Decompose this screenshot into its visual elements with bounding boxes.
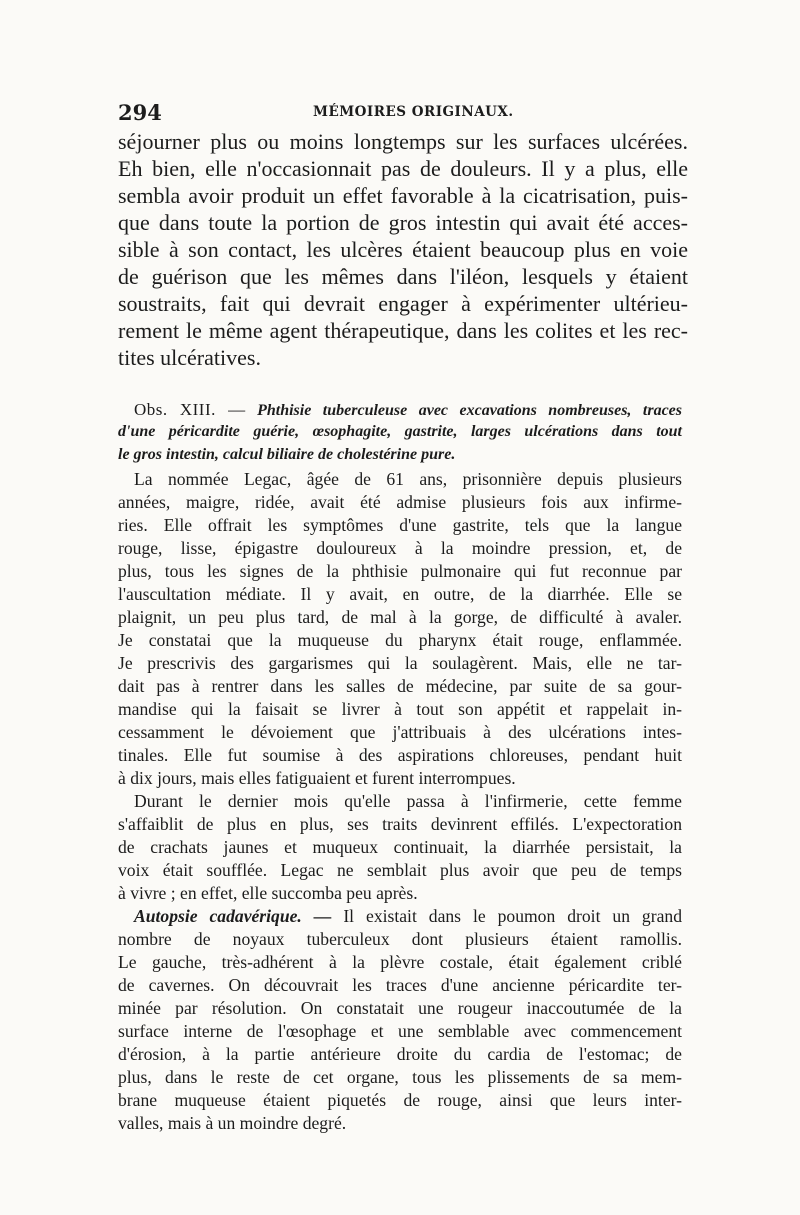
autopsy-line: d'érosion, à la partie antérieure droite du cardia de l'estomac; de <box>118 1044 682 1064</box>
autopsy-line: brane muqueuse étaient piquetés de rouge, ainsi que leurs inter- <box>118 1090 682 1110</box>
intro-line: tites ulcératives. <box>118 345 261 370</box>
observation-title-line: d'une péricardite guérie, œsophagite, gastrite, larges ulcérations dans tout <box>118 423 682 440</box>
case-line: Durant le dernier mois qu'elle passa à l'infirmerie, cette femme <box>134 791 682 811</box>
case-line: dait pas à rentrer dans les salles de médecine, par suite de sa gour- <box>118 676 682 696</box>
case-line: La nommée Legac, âgée de 61 ans, prisonnière depuis plusieurs <box>134 469 682 489</box>
intro-line: séjourner plus ou moins longtemps sur les surfaces ulcérées. <box>118 129 688 154</box>
autopsy-line: Le gauche, très-adhérent à la plèvre costale, était également criblé <box>118 952 682 972</box>
observation-title-text: Phthisie tuberculeuse avec excavations nombreuses, traces <box>257 402 683 419</box>
intro-line: rement le même agent thérapeutique, dans les colites et les rec- <box>118 318 688 343</box>
intro-line: sembla avoir produit un effet favorable à la cicatrisation, puis- <box>118 183 688 208</box>
case-line: plaignit, un peu plus tard, de mal à la gorge, de difficulté à avaler. <box>118 607 682 627</box>
case-line: à dix jours, mais elles fatiguaient et furent interrompues. <box>118 768 516 788</box>
intro-line: soustraits, fait qui devrait engager à expérimenter ultérieu- <box>118 291 688 316</box>
case-line: rouge, lisse, épigastre douloureux à la moindre pression, et, de <box>118 538 682 558</box>
running-title: MÉMOIRES ORIGINAUX. <box>313 104 514 120</box>
intro-line: sible à son contact, les ulcères étaient beaucoup plus en voie <box>118 237 688 262</box>
case-line: mandise qui la faisait se livrer à tout son appétit et rappelait in- <box>118 699 682 719</box>
autopsy-line: surface interne de l'œsophage et une semblable avec commencement <box>118 1021 682 1041</box>
intro-line: que dans toute la portion de gros intestin qui avait été acces- <box>118 210 688 235</box>
observation-title-line: le gros intestin, calcul biliaire de cholestérine pure. <box>118 446 456 463</box>
case-line: Je prescrivis des gargarismes qui la soulagèrent. Mais, elle ne tar- <box>118 653 682 673</box>
case-line: à vivre ; en effet, elle succomba peu après. <box>118 883 418 903</box>
case-line: s'affaiblit de plus en plus, ses traits devinrent effilés. L'expectoration <box>118 814 682 834</box>
autopsy-line: valles, mais à un moindre degré. <box>118 1113 347 1133</box>
autopsy-first-text: Il existait dans le poumon droit un grand <box>343 906 682 926</box>
case-line: ries. Elle offrait les symptômes d'une gastrite, tels que la langue <box>118 515 682 535</box>
autopsy-first-line <box>134 906 682 927</box>
page-number: 294 <box>118 100 162 125</box>
case-line: cessamment le dévoiement que j'attribuais à des ulcérations intes- <box>118 722 682 742</box>
intro-line: de guérison que les mêmes dans l'iléon, lesquels y étaient <box>118 264 688 289</box>
observation-label: Obs. XIII. — <box>134 400 246 419</box>
case-line: voix était soufflée. Legac ne semblait plus avoir que peu de temps <box>118 860 682 880</box>
autopsy-label: Autopsie cadavérique. — <box>134 906 332 926</box>
autopsy-line: plus, dans le reste de cet organe, tous les plissements de sa mem- <box>118 1067 682 1087</box>
autopsy-line: minée par résolution. On constatait une rougeur inaccoutumée de la <box>118 998 682 1018</box>
case-line: tinales. Elle fut soumise à des aspirations chloreuses, pendant huit <box>118 745 682 765</box>
observation-title-line <box>134 400 682 420</box>
case-line: l'auscultation médiate. Il y avait, en outre, de la diarrhée. Elle se <box>118 584 682 604</box>
case-line: années, maigre, ridée, avait été admise plusieurs fois aux infirme- <box>118 492 682 512</box>
case-line: de crachats jaunes et muqueux continuait, la diarrhée persistait, la <box>118 837 682 857</box>
autopsy-line: de cavernes. On découvrait les traces d'une ancienne péricardite ter- <box>118 975 682 995</box>
case-line: plus, tous les signes de la phthisie pulmonaire qui fut reconnue par <box>118 561 682 581</box>
autopsy-line: nombre de noyaux tuberculeux dont plusieurs étaient ramollis. <box>118 929 682 949</box>
case-line: Je constatai que la muqueuse du pharynx était rouge, enflammée. <box>118 630 682 650</box>
intro-line: Eh bien, elle n'occasionnait pas de douleurs. Il y a plus, elle <box>118 156 688 181</box>
